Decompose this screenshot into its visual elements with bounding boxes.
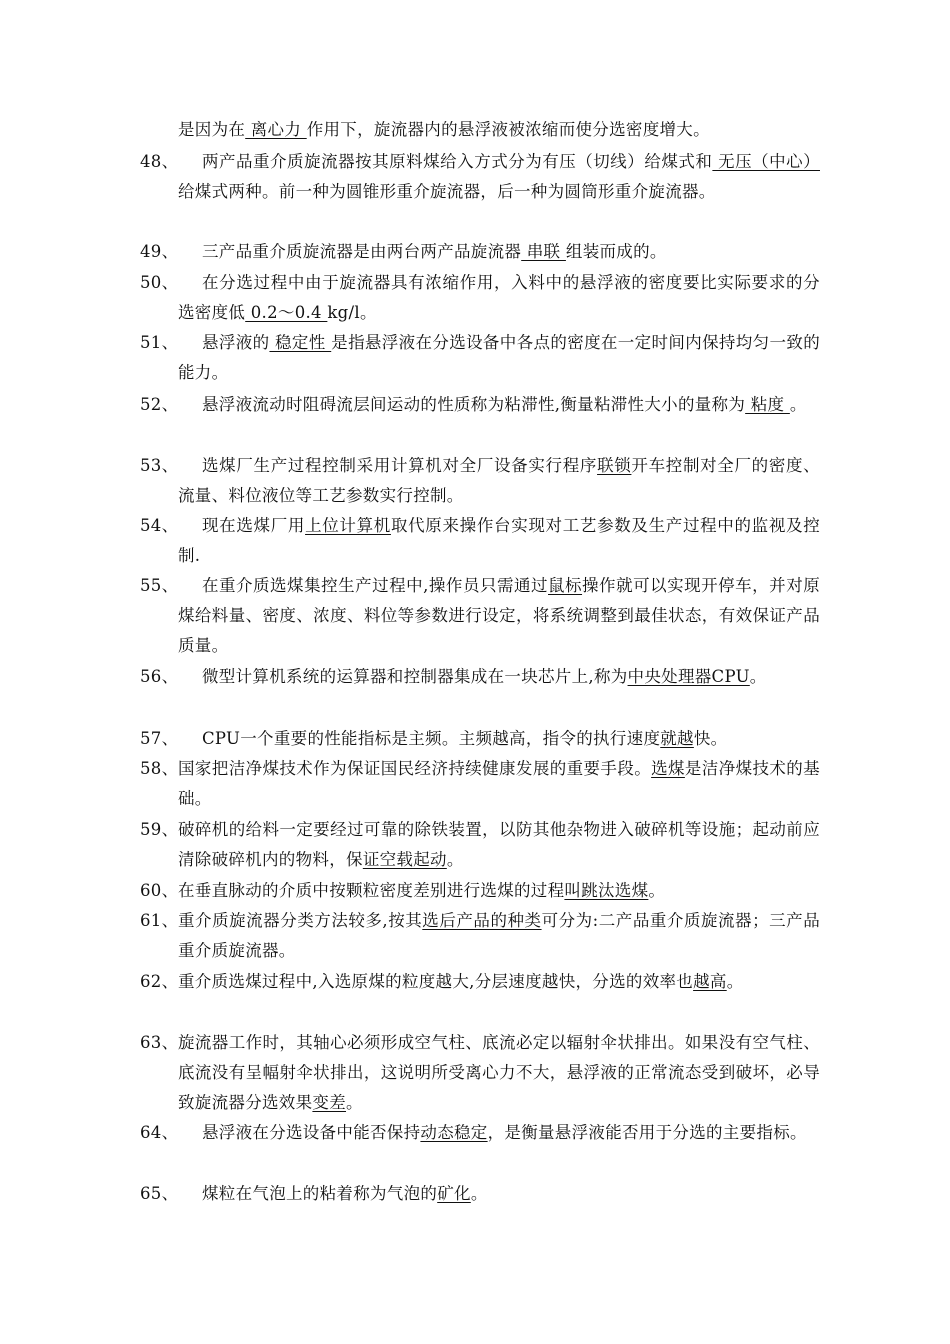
item-text	[178, 390, 820, 420]
text-segment: ，是衡量悬浮液能否用于分选的主要指标。	[487, 1123, 807, 1142]
item-text	[178, 115, 820, 145]
list-item	[140, 815, 820, 875]
list-item	[140, 237, 820, 267]
answer-blank: 变差	[312, 1093, 347, 1112]
answer-blank: 鼠标	[548, 576, 583, 595]
text-segment: 悬浮液的	[202, 333, 270, 352]
answer-blank: 叫跳汰选煤	[564, 881, 649, 900]
item-number: 54、	[140, 516, 179, 535]
text-segment: 旋流器工作时，其轴心必须形成空气柱、底流必定以辐射伞状排出。如果没有空气柱、底流没有呈幅射伞状排出，这说明所受离心力不大，悬浮液的正常流态受到破坏，必导致旋流器分选效果	[178, 1033, 820, 1112]
answer-blank: 无压（中心）	[712, 152, 820, 171]
item-text	[178, 571, 820, 661]
item-text	[178, 511, 820, 571]
list-item	[140, 876, 820, 906]
item-number: 58、	[140, 759, 179, 778]
item-text	[178, 1028, 820, 1118]
list-item	[140, 390, 820, 420]
list-item	[140, 451, 820, 511]
text-segment: 操作就可以实现开停车，并对原煤给料量、密度、浓度、料位等参数进行设定，将系统调整到最佳状态，有效保证产品质量。	[178, 576, 821, 655]
item-text	[178, 1179, 820, 1209]
item-number: 51、	[140, 333, 179, 352]
text-segment: 快。	[693, 729, 728, 748]
text-segment: kg/l。	[327, 303, 377, 322]
item-text	[178, 815, 820, 875]
text-segment: CPU一个重要的性能指标是主频。主频越高，指令的执行速度	[202, 729, 661, 748]
item-text	[178, 967, 820, 997]
text-segment: 重介质旋流器分类方法较多,按其	[178, 911, 423, 930]
item-number: 62、	[140, 972, 179, 991]
item-number: 65、	[140, 1184, 179, 1203]
item-text	[178, 451, 820, 511]
text-segment: 。	[726, 972, 744, 991]
list-item	[140, 511, 820, 571]
item-number: 64、	[140, 1123, 179, 1142]
answer-blank: 越高	[693, 972, 727, 991]
item-text	[178, 237, 820, 267]
text-segment: 是指悬浮液在分选设备中各点的密度在一定时间内保持均匀一致的能力。	[178, 333, 821, 382]
list-item	[140, 662, 820, 692]
list-item	[140, 754, 820, 814]
text-segment: 两产品重介质旋流器按其原料煤给入方式分为有压（切线）给煤式和	[202, 152, 713, 171]
text-segment: 现在选煤厂用	[202, 516, 306, 535]
text-segment: 在垂直脉动的介质中按颗粒密度差别进行选煤的过程	[178, 881, 565, 900]
list-item	[140, 268, 820, 328]
text-segment: 。	[470, 1184, 488, 1203]
text-segment: 。	[789, 395, 807, 414]
item-number: 53、	[140, 456, 179, 475]
text-segment: 开车控制对全厂的密度、流量、料位液位等工艺参数实行控制。	[178, 456, 820, 505]
answer-blank: 0.2～0.4	[245, 303, 328, 322]
answer-blank: 离心力	[245, 120, 307, 139]
text-segment: 微型计算机系统的运算器和控制器集成在一块芯片上,称为	[202, 667, 628, 686]
answer-blank: 证空载起动	[362, 850, 447, 869]
text-segment: 取代原来操作台实现对工艺参数及生产过程中的监视及控制.	[178, 516, 820, 565]
text-segment: 国家把洁净煤技术作为保证国民经济持续健康发展的重要手段。	[178, 759, 652, 778]
text-segment: 作用下，旋流器内的悬浮液被浓缩而使分选密度增大。	[306, 120, 710, 139]
item-number: 48、	[140, 152, 179, 171]
item-number: 49、	[140, 242, 179, 261]
list-item	[140, 115, 820, 145]
text-segment: 。	[446, 850, 464, 869]
answer-blank: 选后产品的种类	[422, 911, 542, 930]
list-item	[140, 147, 820, 207]
item-number: 52、	[140, 395, 179, 414]
item-number: 50、	[140, 273, 179, 292]
text-segment: 给煤式两种。前一种为圆锥形重介旋流器，后一种为圆筒形重介旋流器。	[178, 182, 716, 201]
list-item	[140, 724, 820, 754]
answer-blank: 矿化	[437, 1184, 471, 1203]
text-segment: 选煤厂生产过程控制采用计算机对全厂设备实行程序	[202, 456, 598, 475]
item-text	[178, 268, 820, 328]
item-number: 60、	[140, 881, 179, 900]
text-segment: 在分选过程中由于旋流器具有浓缩作用，入料中的悬浮液的密度要比实际要求的分选密度低	[178, 273, 820, 322]
list-item	[140, 1118, 820, 1148]
answer-blank: 上位计算机	[305, 516, 391, 535]
item-number: 56、	[140, 667, 179, 686]
text-segment: 是因为在	[178, 120, 246, 139]
answer-blank: 稳定性	[269, 333, 332, 352]
text-segment: 。	[346, 1093, 363, 1112]
text-segment: 。	[749, 667, 767, 686]
answer-blank: 选煤	[651, 759, 685, 778]
text-segment: 煤粒在气泡上的粘着称为气泡的	[202, 1184, 438, 1203]
item-text	[178, 754, 820, 814]
answer-blank: 中央处理器CPU	[627, 667, 750, 686]
item-number: 59、	[140, 820, 179, 839]
answer-blank: 串联	[521, 242, 566, 261]
list-item	[140, 1179, 820, 1209]
item-number: 57、	[140, 729, 179, 748]
item-text	[178, 876, 820, 906]
list-item	[140, 328, 820, 388]
list-item	[140, 1028, 820, 1118]
item-text	[178, 906, 820, 966]
answer-blank: 粘度	[745, 395, 790, 414]
item-number: 55、	[140, 576, 179, 595]
text-segment: 。	[648, 881, 666, 900]
text-segment: 是洁净煤技术的基础。	[178, 759, 820, 808]
text-segment: 破碎机的给料一定要经过可靠的除铁装置，以防其他杂物进入破碎机等设施；起动前应清除破碎机内的物料，保	[178, 820, 820, 869]
item-number: 61、	[140, 911, 179, 930]
text-segment: 重介质选煤过程中,入选原煤的粒度越大,分层速度越快，分选的效率也	[178, 972, 694, 991]
list-item	[140, 906, 820, 966]
text-segment: 悬浮液流动时阻碍流层间运动的性质称为粘滞性,衡量粘滞性大小的量称为	[202, 395, 746, 414]
text-segment: 可分为:二产品重介质旋流器；三产品重介质旋流器。	[178, 911, 820, 960]
answer-blank: 联锁	[597, 456, 632, 475]
answer-blank: 动态稳定	[420, 1123, 488, 1142]
text-segment: 三产品重介质旋流器是由两台两产品旋流器	[202, 242, 522, 261]
item-text	[178, 724, 820, 754]
list-item	[140, 967, 820, 997]
item-text	[178, 662, 820, 692]
item-text	[178, 1118, 820, 1148]
item-number: 63、	[140, 1033, 179, 1052]
text-segment: 悬浮液在分选设备中能否保持	[202, 1123, 421, 1142]
answer-blank: 就越	[660, 729, 694, 748]
item-text	[178, 147, 820, 207]
list-item	[140, 571, 820, 661]
text-segment: 在重介质选煤集控生产过程中,操作员只需通过	[202, 576, 549, 595]
item-text	[178, 328, 820, 388]
text-segment: 组装而成的。	[565, 242, 667, 261]
